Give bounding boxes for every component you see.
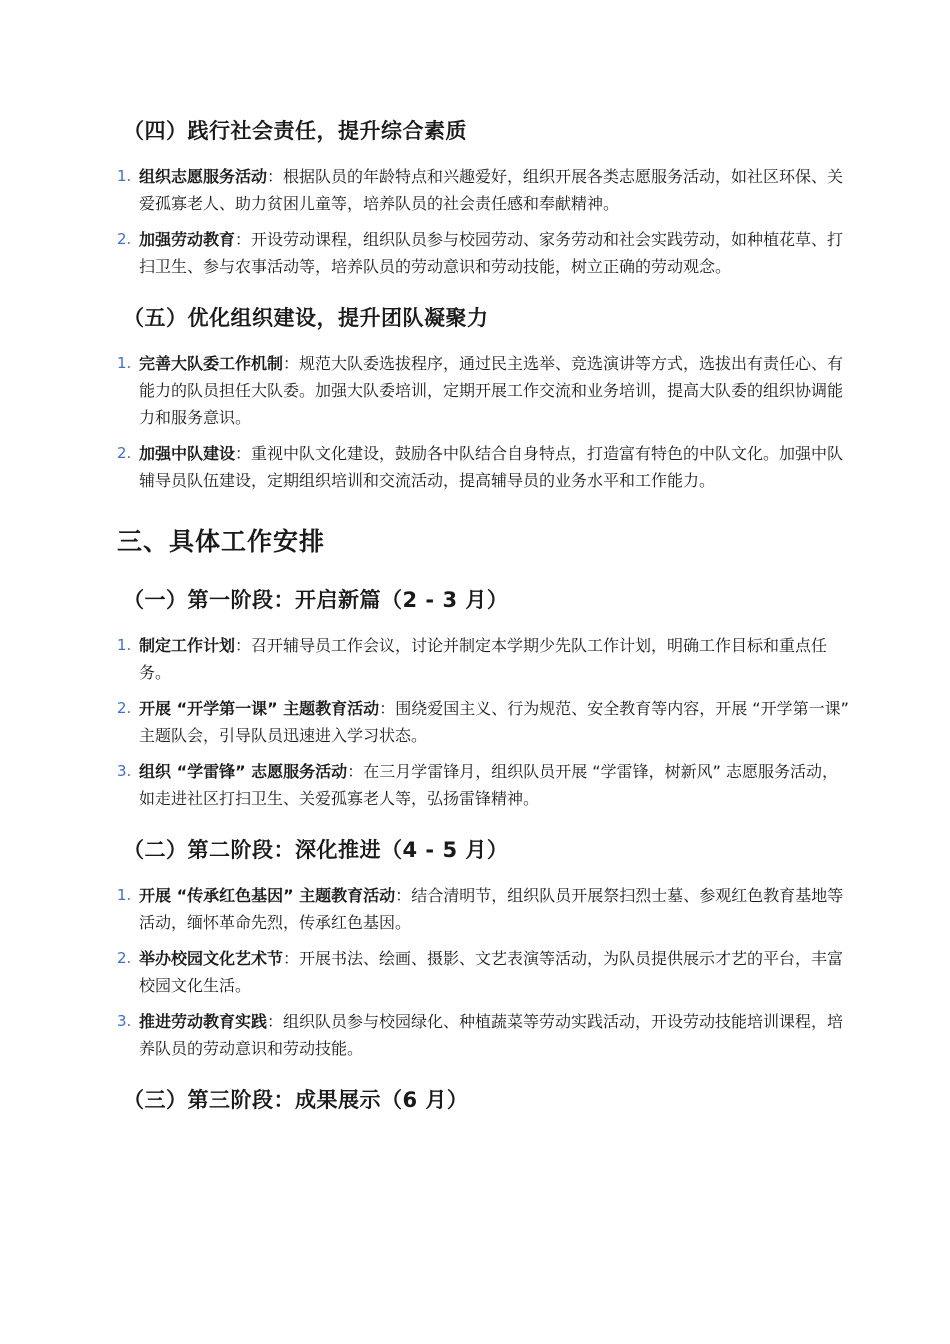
list-item-text: ：重视中队文化建设，鼓励各中队结合自身特点，打造富有特色的中队文化。加强中队辅导员队伍建设，定期组织培训和交流活动，提高辅导员的业务水平和工作能力。	[139, 444, 844, 490]
list-item-term: 完善大队委工作机制	[139, 354, 284, 373]
list-item-text: ：组织队员参与校园绿化、种植蔬菜等劳动实践活动，开设劳动技能培训课程，培养队员的劳动意识和劳动技能。	[139, 1012, 844, 1058]
list-item-term: 组织 “学雷锋” 志愿服务活动	[139, 762, 348, 781]
list-number: 2.	[117, 230, 132, 248]
list-item	[117, 758, 850, 812]
section-list	[117, 632, 850, 812]
list-item-text: ：开设劳动课程，组织队员参与校园劳动、家务劳动和社会实践劳动，如种植花草、打扫卫生、参与农事活动等，培养队员的劳动意识和劳动技能，树立正确的劳动观念。	[139, 230, 844, 276]
list-item-text: ：结合清明节，组织队员开展祭扫烈士墓、参观红色教育基地等活动，缅怀革命先烈，传承红色基因。	[139, 886, 844, 932]
section-list	[117, 882, 850, 1062]
list-item-term: 开展 “开学第一课” 主题教育活动	[139, 699, 380, 718]
list-item-text: ：规范大队委选拔程序，通过民主选举、竞选演讲等方式，选拔出有责任心、有能力的队员担任大队委。加强大队委培训，定期开展工作交流和业务培训，提高大队委的组织协调能力和服务意识。	[139, 354, 844, 427]
list-number: 3.	[117, 1012, 132, 1030]
list-item-term: 举办校园文化艺术节	[139, 949, 284, 968]
chapter-heading: 三、具体工作安排	[117, 527, 326, 556]
list-item	[117, 163, 850, 217]
list-item	[117, 1008, 850, 1062]
list-number: 1.	[117, 636, 132, 654]
list-item	[117, 882, 850, 936]
list-number: 1.	[117, 886, 132, 904]
list-number: 2.	[117, 949, 132, 967]
list-item-text: ：围绕爱国主义、行为规范、安全教育等内容，开展 “开学第一课” 主题队会，引导队员迅速进入学习状态。	[139, 699, 849, 745]
list-number: 2.	[117, 699, 132, 717]
section-list	[117, 350, 850, 494]
list-item-text: ：根据队员的年龄特点和兴趣爱好，组织开展各类志愿服务活动，如社区环保、关爱孤寡老人、助力贫困儿童等，培养队员的社会责任感和奉献精神。	[139, 167, 844, 213]
list-item-text: ：在三月学雷锋月，组织队员开展 “学雷锋，树新风” 志愿服务活动，如走进社区打扫卫生、关爱孤寡老人等，弘扬雷锋精神。	[139, 762, 838, 808]
section-list	[117, 163, 850, 280]
list-item	[117, 350, 850, 431]
list-number: 1.	[117, 167, 132, 185]
list-item-term: 加强中队建设	[139, 444, 236, 463]
list-number: 3.	[117, 762, 132, 780]
section-heading: （二）第二阶段：深化推进（4 - 5 月）	[123, 838, 509, 862]
list-item	[117, 695, 850, 749]
section-heading: （三）第三阶段：成果展示（6 月）	[123, 1088, 469, 1112]
list-item-term: 开展 “传承红色基因” 主题教育活动	[139, 886, 396, 905]
section-heading: （一）第一阶段：开启新篇（2 - 3 月）	[123, 588, 509, 612]
list-item	[117, 440, 850, 494]
list-number: 2.	[117, 444, 132, 462]
list-item	[117, 945, 850, 999]
list-item-text: ：召开辅导员工作会议，讨论并制定本学期少先队工作计划，明确工作目标和重点任务。	[139, 636, 828, 682]
list-item-term: 制定工作计划	[139, 636, 236, 655]
list-item-term: 推进劳动教育实践	[139, 1012, 268, 1031]
list-item-text: ：开展书法、绘画、摄影、文艺表演等活动，为队员提供展示才艺的平台，丰富校园文化生活。	[139, 949, 844, 995]
list-number: 1.	[117, 354, 132, 372]
list-item-term: 组织志愿服务活动	[139, 167, 268, 186]
list-item	[117, 226, 850, 280]
list-item	[117, 632, 850, 686]
section-heading: （五）优化组织建设，提升团队凝聚力	[123, 306, 489, 330]
section-heading: （四）践行社会责任，提升综合素质	[123, 119, 467, 143]
list-item-term: 加强劳动教育	[139, 230, 236, 249]
